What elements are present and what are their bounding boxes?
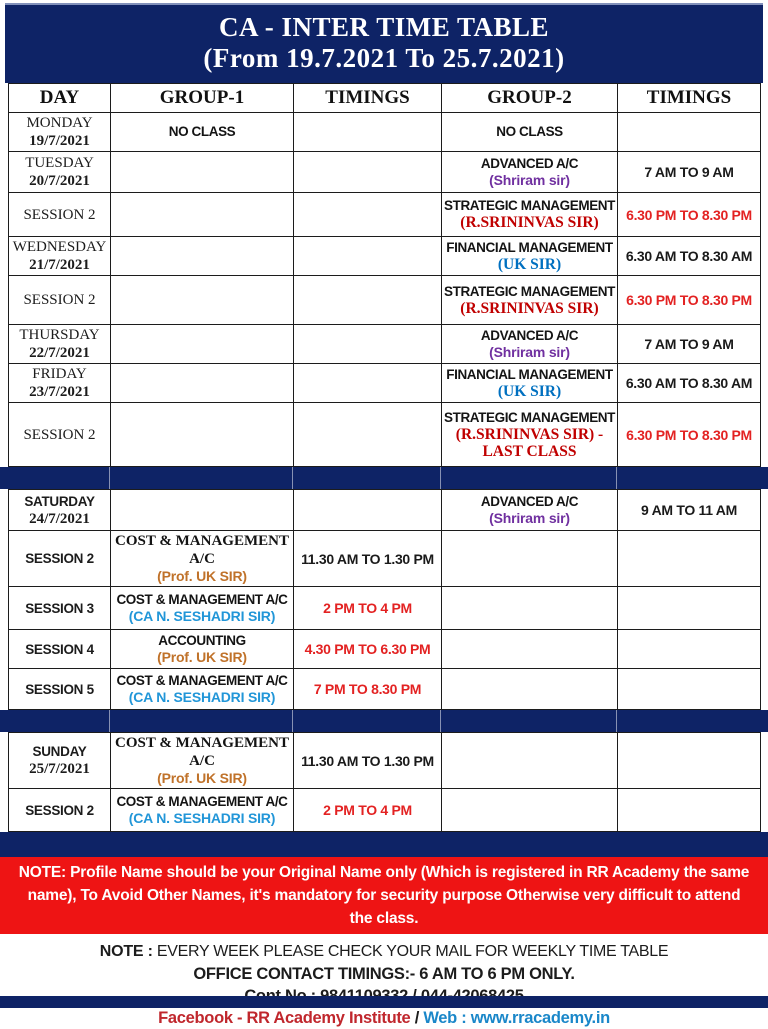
faculty-text: (Shriram sir) [489,509,570,526]
timing1-cell [294,630,442,669]
sunday-table-container [8,732,760,832]
faculty-text: (CA N. SESHADRI SIR) [128,688,276,705]
group2-cell [442,152,618,193]
timing1-cell [294,490,442,531]
timing2-cell [618,587,761,630]
timing2-cell [618,276,761,325]
timing1-cell [294,113,442,152]
timing-text: 2 PM TO 4 PM [323,600,412,616]
day-label: FRIDAY [32,366,87,382]
timing2-cell [618,193,761,237]
timetable-row [9,630,761,669]
subject-text: NO CLASS [168,124,236,139]
timetable-row [9,490,761,531]
group1-cell [111,531,294,587]
subject-text: FINANCIAL MANAGEMENT [446,366,613,382]
footer-mail-note [0,941,768,963]
group2-cell [442,587,618,630]
timing2-cell [618,113,761,152]
subject-text: STRATEGIC MANAGEMENT [444,283,615,299]
day-cell [9,733,111,789]
timetable-row [9,325,761,364]
timing1-cell [294,325,442,364]
timetable-row [9,152,761,193]
day-label: TUESDAY [25,155,94,171]
group2-cell [442,237,618,276]
website-label: Web : www.rracademy.in [423,1009,610,1027]
column-header: GROUP-1 [111,84,294,113]
group2-cell [442,733,618,789]
group2-cell [442,113,618,152]
group1-cell [111,403,294,467]
subject-text: STRATEGIC MANAGEMENT [444,409,615,425]
group1-cell [111,237,294,276]
day-date: 19/7/2021 [29,133,90,149]
saturday-table-container [8,489,760,710]
group1-cell [111,669,294,710]
group2-cell [442,325,618,364]
separator-bar-thick [0,832,768,857]
timetable-row [9,403,761,467]
faculty-text: (Prof. UK SIR) [157,648,247,665]
separator-cell [293,710,441,732]
day-label: THURSDAY [19,327,100,343]
subject-text: COST & MANAGEMENT A/C [116,793,288,809]
group2-cell [442,403,618,467]
day-label: SESSION 2 [25,551,94,566]
group2-cell [442,490,618,531]
group2-cell [442,193,618,237]
separator-cell [293,467,441,489]
subject-text: COST & MANAGEMENT A/C [116,672,288,688]
timetable-week [8,83,761,467]
separator-cell [617,710,760,732]
group2-cell [442,531,618,587]
timetable-sunday [8,732,761,832]
subject-text: COST & MANAGEMENT A/C [115,735,289,769]
separator-cell [617,467,760,489]
day-label: SESSION 2 [23,426,96,443]
day-date: 25/7/2021 [29,761,90,777]
link-separator: / [414,1009,420,1027]
title-banner [5,3,763,83]
timing2-cell [618,152,761,193]
timing1-cell [294,193,442,237]
column-header: DAY [9,84,111,113]
group1-cell [111,364,294,403]
day-label: SESSION 4 [25,641,94,657]
separator-cell [441,710,617,732]
day-cell [9,403,111,467]
day-label: SESSION 5 [25,681,94,697]
timing2-cell [618,789,761,832]
day-cell [9,789,111,832]
timetable-row [9,669,761,710]
timetable-saturday [8,489,761,710]
faculty-text: (Prof. UK SIR) [157,770,247,786]
title-line1: CA - INTER TIME TABLE [218,12,550,42]
group1-cell [111,276,294,325]
day-date: 21/7/2021 [29,257,90,273]
separator-cell [110,710,293,732]
subject-text: ADVANCED A/C [480,327,579,343]
faculty-text: (R.SRININVAS SIR) [460,299,599,317]
day-label: WEDNESDAY [12,239,107,255]
group1-cell [111,490,294,531]
footer-links [0,1007,768,1029]
timing-text: 7 AM TO 9 AM [644,164,734,180]
timetable-row [9,733,761,789]
faculty-text: (Shriram sir) [489,171,570,188]
facebook-label: Facebook - RR Academy Institute [158,1009,411,1027]
header-row [9,84,761,113]
timetable-row [9,531,761,587]
timing2-cell [618,669,761,710]
subject-text: ACCOUNTING [158,632,246,648]
timing1-cell [294,789,442,832]
faculty-text: (CA N. SESHADRI SIR) [128,607,276,624]
day-date: 22/7/2021 [29,345,90,361]
timing2-cell [618,237,761,276]
group1-cell [111,587,294,630]
day-cell [9,531,111,587]
group1-cell [111,193,294,237]
timing1-cell [294,152,442,193]
timing2-cell [618,531,761,587]
separator-cell [441,467,617,489]
timing-text: 6.30 AM TO 8.30 AM [625,248,753,264]
day-label: SATURDAY [24,493,95,509]
timetable-row [9,364,761,403]
timing2-cell [618,630,761,669]
timetable-row [9,113,761,152]
day-cell [9,490,111,531]
faculty-text: (R.SRININVAS SIR) - LAST CLASS [455,425,604,460]
bottom-navy-bar [0,996,768,1008]
faculty-text: (R.SRININVAS SIR) [460,214,599,231]
group2-cell [442,276,618,325]
faculty-text: (UK SIR) [497,255,562,273]
timing2-cell [618,490,761,531]
group1-cell [111,733,294,789]
separator-cell [8,467,110,489]
faculty-text: (CA N. SESHADRI SIR) [128,809,276,826]
day-label: SESSION 2 [23,206,96,223]
day-cell [9,276,111,325]
timing-text: 6.30 PM TO 8.30 PM [626,292,752,308]
timetable-row [9,789,761,832]
faculty-text: (Shriram sir) [489,343,570,360]
timing1-cell [294,733,442,789]
group1-cell [111,152,294,193]
timetable-row [9,587,761,630]
timing-text: 9 AM TO 11 AM [641,502,737,518]
day-cell [9,325,111,364]
timing2-cell [618,403,761,467]
timing2-cell [618,733,761,789]
group2-cell [442,630,618,669]
day-label: SESSION 2 [25,802,94,818]
faculty-text: (Prof. UK SIR) [157,568,247,584]
subject-text: NO CLASS [496,124,563,139]
day-label: SUNDAY [32,744,87,759]
timing1-cell [294,669,442,710]
timing-text: 11.30 AM TO 1.30 PM [301,550,434,567]
group1-cell [111,113,294,152]
day-cell [9,364,111,403]
footer-note-text: EVERY WEEK PLEASE CHECK YOUR MAIL FOR WEEKLY TIME TABLE [156,943,669,960]
day-label: SESSION 3 [25,600,94,616]
day-cell [9,669,111,710]
timing1-cell [294,364,442,403]
timing-text: 6.30 PM TO 8.30 PM [626,426,752,443]
day-cell [9,630,111,669]
day-date: 23/7/2021 [29,384,90,400]
faculty-text: (UK SIR) [497,382,562,400]
group2-cell [442,789,618,832]
day-cell [9,152,111,193]
timing2-cell [618,364,761,403]
subject-text: COST & MANAGEMENT A/C [115,533,289,567]
timing-text: 6.30 PM TO 8.30 PM [626,206,752,223]
separator-bar [0,467,768,489]
timetable-row [9,237,761,276]
separator-cell [8,710,110,732]
timing1-cell [294,403,442,467]
timetable-row [9,276,761,325]
group2-cell [442,364,618,403]
group1-cell [111,325,294,364]
column-header: TIMINGS [618,84,761,113]
profile-note-text: NOTE: Profile Name should be your Original Name only (Which is registered in RR Academy the same name), To Avoid Other Names, it's mandatory for security purpose Otherwise very difficult to attend the class. [18,863,750,928]
subject-text: STRATEGIC MANAGEMENT [444,198,615,213]
timing-text: 6.30 AM TO 8.30 AM [625,375,753,391]
group2-cell [442,669,618,710]
day-label: MONDAY [26,115,93,131]
timetable-page [0,3,768,1027]
subject-text: ADVANCED A/C [480,155,579,171]
timing1-cell [294,276,442,325]
day-label: SESSION 2 [23,292,96,308]
column-header: TIMINGS [294,84,442,113]
day-date: 24/7/2021 [29,510,90,527]
timing-text: 2 PM TO 4 PM [323,802,412,818]
day-date: 20/7/2021 [29,173,90,189]
separator-cell [110,467,293,489]
week-table-container [8,83,760,467]
column-header: GROUP-2 [442,84,618,113]
footer-note-prefix: NOTE : [99,943,153,960]
day-cell [9,587,111,630]
timing-text: 4.30 PM TO 6.30 PM [304,641,431,657]
timing1-cell [294,587,442,630]
timing-text: 7 AM TO 9 AM [644,336,734,352]
day-cell [9,237,111,276]
timing-text: 11.30 AM TO 1.30 PM [301,752,434,769]
separator-bar [0,710,768,732]
group1-cell [111,630,294,669]
footer [0,934,768,1029]
timetable-row [9,193,761,237]
timing1-cell [294,531,442,587]
day-cell [9,193,111,237]
timing-text: 7 PM TO 8.30 PM [313,681,422,697]
subject-text: COST & MANAGEMENT A/C [116,591,288,607]
group1-cell [111,789,294,832]
day-cell [9,113,111,152]
title-line2: (From 19.7.2021 To 25.7.2021) [203,43,565,73]
profile-note-banner [0,857,768,934]
timing1-cell [294,237,442,276]
footer-office-timings: OFFICE CONTACT TIMINGS:- 6 AM TO 6 PM ONLY. [193,965,575,983]
subject-text: ADVANCED A/C [480,493,579,509]
timing2-cell [618,325,761,364]
subject-text: FINANCIAL MANAGEMENT [446,239,613,255]
